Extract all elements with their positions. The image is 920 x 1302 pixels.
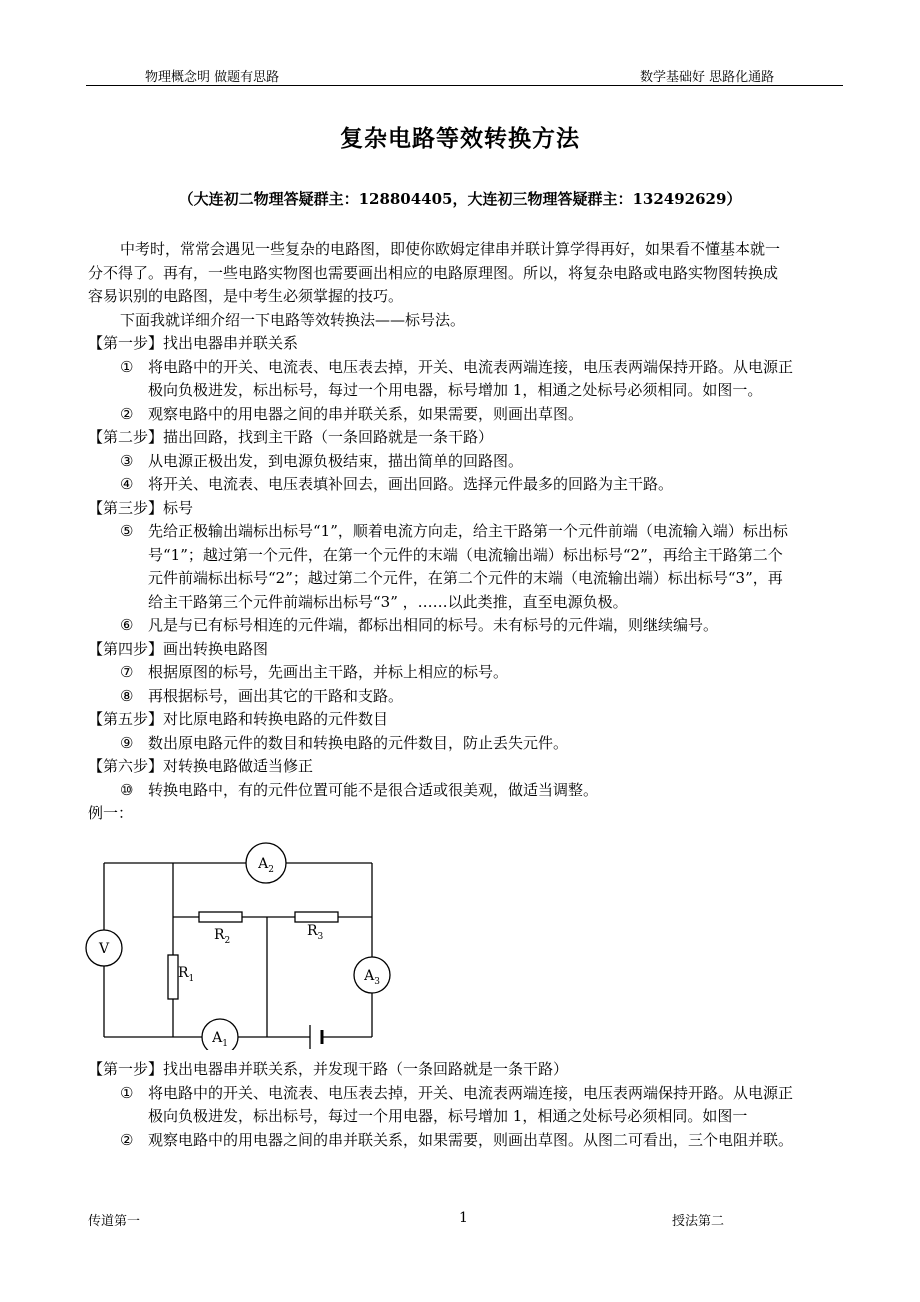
step-item: ⑦ 根据原图的标号，先画出主干路，并标上相应的标号。 xyxy=(120,663,509,681)
page-number: 1 xyxy=(459,1210,468,1226)
step-item: ⑨ 数出原电路元件的数目和转换电路的元件数目，防止丢失元件。 xyxy=(120,733,569,752)
step-item: ⑧ 再根据标号，画出其它的干路和支路。 xyxy=(120,686,404,705)
label-v: V xyxy=(98,941,110,957)
label-r2: $R_2$ xyxy=(214,927,231,946)
header-divider xyxy=(86,85,843,86)
step-item: ④ 将开关、电流表、电压表填补回去，画出回路。选择元件最多的回路为主干路。 xyxy=(120,475,674,493)
intro-line: 下面我就详细介绍一下电路等效转换法——标号法。 xyxy=(120,310,466,329)
intro-line: 分不得了。再有，一些电路实物图也需要画出相应的电路原理图。所以，将复杂电路或电路实物图转换成 xyxy=(88,263,779,282)
page-subtitle: （大连初二物理答疑群主：128804405，大连初三物理答疑群主：132492629） xyxy=(178,190,742,208)
step-item: ⑤ 先给正极输出端标出标号“1”，顺着电流方向走，给主干路第一个元件前端（电流输入端）标出标 xyxy=(120,522,788,540)
intro-line: 中考时，常常会遇见一些复杂的电路图，即使你欧姆定律串并联计算学得再好，如果看不懂基本就一 xyxy=(120,240,781,258)
label-a2: $A_2$ xyxy=(258,856,274,875)
step-item-cont: 给主干路第三个元件前端标出标号“3” ，……以此类推，直至电源负极。 xyxy=(148,592,628,611)
step-item-cont: 极向负极进发，标出标号，每过一个用电器，标号增加 1，相通之处标号必须相同。如图一 xyxy=(148,1107,748,1125)
step-item: ① 将电路中的开关、电流表、电压表去掉，开关、电流表两端连接，电压表两端保持开路。从电源正 xyxy=(120,357,794,376)
step-1-heading: 【第一步】找出电器串并联关系 xyxy=(88,334,299,352)
example-label: 例一： xyxy=(88,804,134,822)
resistor-r2 xyxy=(199,912,242,922)
step-item-cont: 号“1”；越过第一个元件，在第一个元件的末端（电流输出端）标出标号“2”，再给主干路第二个 xyxy=(148,545,783,564)
step-item: ② 观察电路中的用电器之间的串并联关系，如果需要，则画出草图。从图二可看出，三个电阻并联。 xyxy=(120,1130,794,1149)
example-steps-section xyxy=(88,1058,844,1152)
step-4-heading: 【第四步】画出转换电路图 xyxy=(88,639,269,658)
step-item: ② 观察电路中的用电器之间的串并联关系，如果需要，则画出草图。 xyxy=(120,404,584,423)
step-3-heading: 【第三步】标号 xyxy=(88,498,194,517)
step-5-heading: 【第五步】对比原电路和转换电路的元件数目 xyxy=(88,710,389,728)
footer-right: 授法第二 xyxy=(672,1214,725,1229)
intro-paragraph xyxy=(88,238,844,332)
label-r3: $R_3$ xyxy=(307,923,324,942)
resistor-r1 xyxy=(168,955,178,999)
step-2-heading: 【第二步】描出回路，找到主干路（一条回路就是一条干路） xyxy=(88,428,494,446)
step-6-heading: 【第六步】对转换电路做适当修正 xyxy=(88,757,314,775)
step-item-cont: 极向负极进发，标出标号，每过一个用电器，标号增加 1，相通之处标号必须相同。如图一。 xyxy=(148,381,763,399)
step-item: ① 将电路中的开关、电流表、电压表去掉，开关、电流表两端连接，电压表两端保持开路。从电源正 xyxy=(120,1083,794,1102)
page-title: 复杂电路等效转换方法 xyxy=(340,125,580,152)
label-a3: $A_3$ xyxy=(364,968,380,987)
step-item: ③ 从电源正极出发，到电源负极结束，描出简单的回路图。 xyxy=(120,451,524,470)
label-a1: $A_1$ xyxy=(212,1030,228,1049)
header-right: 数学基础好 思路化通路 xyxy=(640,70,775,85)
steps-section xyxy=(88,332,844,826)
footer-left: 传道第一 xyxy=(88,1214,141,1229)
label-r1: $R_1$ xyxy=(178,965,195,984)
example-step-1-heading: 【第一步】找出电器串并联关系，并发现干路（一条回路就是一条干路） xyxy=(88,1060,569,1078)
step-item: ⑩ 转换电路中，有的元件位置可能不是很合适或很美观，做适当调整。 xyxy=(120,780,599,799)
step-item-cont: 元件前端标出标号“2”；越过第二个元件，在第二个元件的末端（电流输出端）标出标号“3”，再 xyxy=(148,569,783,587)
intro-line: 容易识别的电路图，是中考生必须掌握的技巧。 xyxy=(88,287,404,305)
resistor-r3 xyxy=(295,912,338,922)
header-left: 物理概念明 做题有思路 xyxy=(145,70,280,85)
circuit-diagram xyxy=(80,835,400,1050)
step-item: ⑥ 凡是与已有标号相连的元件端，都标出相同的标号。未有标号的元件端，则继续编号。 xyxy=(120,616,719,634)
